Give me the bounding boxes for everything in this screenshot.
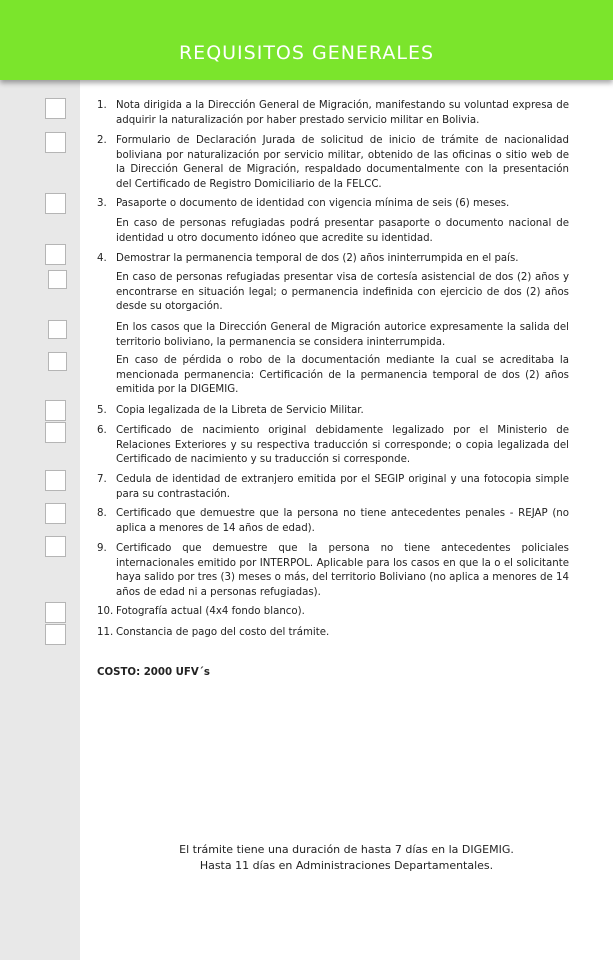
- checkbox-note-loss-theft[interactable]: [48, 352, 67, 371]
- item-text: Cedula de identidad de extranjero emitida por el SEGIP original y una fotocopia simple para su contrastación.: [116, 474, 569, 500]
- requirement-item-2: [97, 134, 569, 192]
- item-number: 2.: [97, 135, 107, 146]
- checkbox-item-3[interactable]: [45, 193, 66, 214]
- requirement-item-4: [97, 252, 569, 267]
- checkbox-item-11[interactable]: [45, 624, 66, 645]
- duration-note: [80, 842, 613, 874]
- item-text: Copia legalizada de la Libreta de Servicio Militar.: [116, 405, 364, 416]
- item-text: Pasaporte o documento de identidad con vigencia mínima de seis (6) meses.: [116, 198, 510, 209]
- checkbox-note-refugee-visa[interactable]: [48, 270, 67, 289]
- page-title: REQUISITOS GENERALES: [178, 42, 435, 64]
- checkbox-item-6[interactable]: [45, 422, 66, 443]
- item-number: 5.: [97, 405, 107, 416]
- item-number: 10.: [97, 606, 114, 617]
- checkbox-item-4[interactable]: [45, 244, 66, 265]
- requirement-item-6: [97, 424, 569, 468]
- item-number: 9.: [97, 543, 107, 554]
- item-text: Certificado de nacimiento original debidamente legalizado por el Ministerio de Relaciones Exteriores y su respectiva traducción si corresponde; o copia legalizada del Certificado de nacimiento y su traducción si corresponde.: [116, 425, 569, 466]
- item-text: Certificado que demuestre que la persona no tiene antecedentes penales - REJAP (no aplica a menores de 14 años de edad).: [116, 508, 569, 534]
- checkbox-item-1[interactable]: [45, 98, 66, 119]
- checkbox-column: [0, 80, 80, 960]
- item-number: 6.: [97, 425, 107, 436]
- item-number: 4.: [97, 253, 107, 264]
- checkbox-item-9[interactable]: [45, 536, 66, 557]
- checkbox-item-2[interactable]: [45, 132, 66, 153]
- cost-label: COSTO: 2000 UFV´s: [97, 667, 210, 678]
- item-text: Constancia de pago del costo del trámite.: [116, 627, 330, 638]
- item-number: 7.: [97, 474, 107, 485]
- item-text: Formulario de Declaración Jurada de solicitud de inicio de trámite de nacionalidad boliviana por naturalización por servicio militar, obtenido de las oficinas o sitio web de la Dirección General de Migración, respaldado documentalmente con la presentación del Certificado de Registro Domiciliario de la FELCC.: [116, 135, 569, 190]
- duration-line-departmental: Hasta 11 días en Administraciones Departamentales.: [199, 859, 494, 872]
- item-text: Demostrar la permanencia temporal de dos (2) años ininterrumpida en el país.: [116, 253, 519, 264]
- requirement-item-9: [97, 542, 569, 600]
- requirement-item-5: [97, 404, 569, 419]
- note-refugee-passport: En caso de personas refugiadas podrá presentar pasaporte o documento nacional de identidad u otro documento idóneo que acredite su identidad.: [116, 218, 569, 244]
- item-number: 1.: [97, 100, 107, 111]
- note-refugee-visa: En caso de personas refugiadas presentar visa de cortesía asistencial de dos (2) años y encontrarse en situación legal; o permanencia indefinida con ejercicio de dos (2) años desde su otorgación.: [116, 272, 569, 313]
- checkbox-note-exit-authorized[interactable]: [48, 320, 67, 339]
- item-text: Certificado que demuestre que la persona no tiene antecedentes policiales internacionales emitido por INTERPOL. Aplicable para los casos en que la o el solicitante haya salido por tres (3) meses o más, del territorio Boliviano (no aplica a menores de 14 años de edad ni a personas refugiadas).: [116, 543, 569, 598]
- item-number: 3.: [97, 198, 107, 209]
- requirement-item-10: [97, 605, 569, 620]
- item-number: 8.: [97, 508, 107, 519]
- requirement-item-3: [97, 197, 569, 212]
- checkbox-item-8[interactable]: [45, 503, 66, 524]
- checkbox-item-7[interactable]: [45, 470, 66, 491]
- item-number: 11.: [97, 627, 114, 638]
- requirement-item-7: [97, 473, 569, 502]
- header-bar: [0, 0, 613, 80]
- requirement-item-1: [97, 99, 569, 128]
- duration-line-digemig: El trámite tiene una duración de hasta 7 días en la DIGEMIG.: [179, 843, 514, 856]
- requirement-item-8: [97, 507, 569, 536]
- checkbox-item-5[interactable]: [45, 400, 66, 421]
- checkbox-item-10[interactable]: [45, 602, 66, 623]
- note-exit-authorized: En los casos que la Dirección General de Migración autorice expresamente la salida del territorio boliviano, la permanencia se considera ininterrumpida.: [116, 322, 569, 348]
- item-text: Nota dirigida a la Dirección General de Migración, manifestando su voluntad expresa de adquirir la naturalización por haber prestado servicio militar en Bolivia.: [116, 100, 569, 126]
- item-text: Fotografía actual (4x4 fondo blanco).: [116, 606, 305, 617]
- requirement-item-11: [97, 626, 569, 641]
- note-loss-theft: En caso de pérdida o robo de la documentación mediante la cual se acreditaba la mencionada permanencia: Certificación de la permanencia temporal de dos (2) años emitida por la DIGEMIG.: [116, 355, 569, 396]
